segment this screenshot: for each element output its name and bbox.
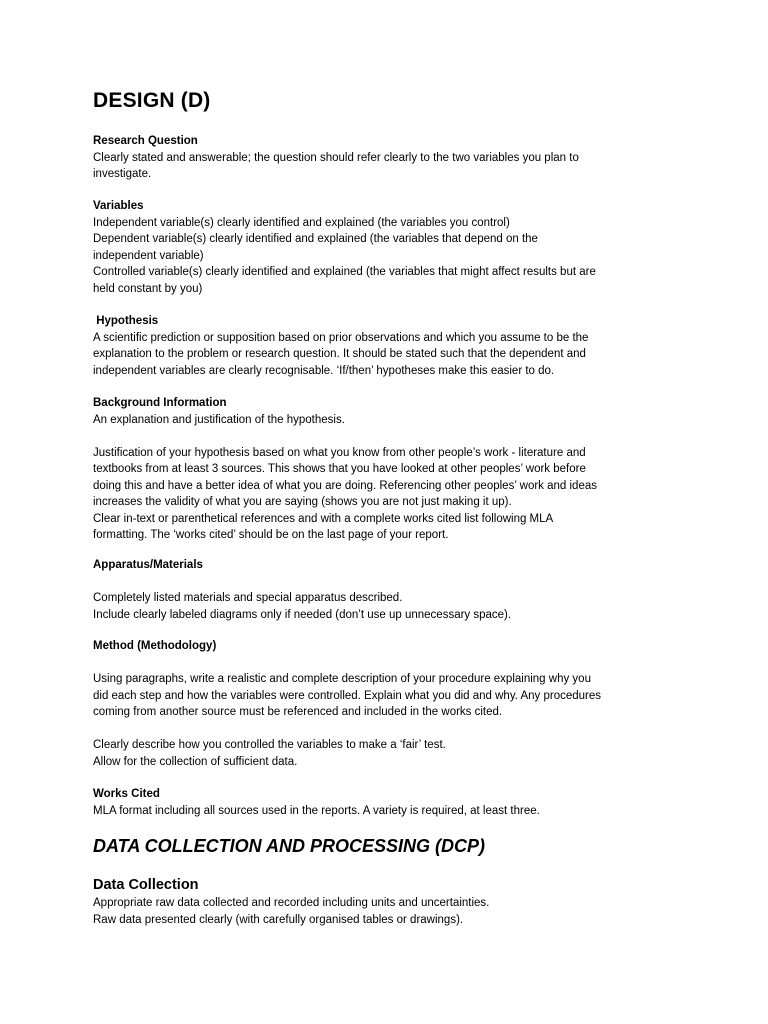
works-cited-heading: Works Cited (93, 788, 160, 800)
method-section (93, 638, 693, 770)
method-heading: Method (Methodology) (93, 640, 217, 652)
research-question-heading: Research Question (93, 135, 198, 147)
background-heading: Background Information (93, 397, 227, 409)
method-line: coming from another source must be referenced and included in the works cited. (93, 706, 503, 718)
background-line: doing this and have a better idea of what you are doing. Referencing other peoples’ work and ideas (93, 479, 597, 492)
variables-line: independent variable) (93, 249, 204, 262)
data-collection-line: Raw data presented clearly (with carefully organised tables or drawings). (93, 913, 464, 926)
hypothesis-section (93, 313, 693, 379)
research-question-line: Clearly stated and answerable; the question should refer clearly to the two variables you plan to (93, 151, 579, 164)
apparatus-line: Include clearly labeled diagrams only if needed (don’t use up unnecessary space). (93, 608, 512, 621)
variables-line: held constant by you) (93, 282, 203, 295)
hypothesis-line: explanation to the problem or research question. It should be stated such that the dependent and (93, 348, 586, 360)
variables-line: Dependent variable(s) clearly identified and explained (the variables that depend on the (93, 233, 538, 245)
background-line: increases the validity of what you are saying (shows you are not just making it up). (93, 496, 512, 508)
background-line: An explanation and justification of the hypothesis. (93, 413, 345, 426)
apparatus-heading: Apparatus/Materials (93, 559, 203, 571)
background-line: formatting. The ‘works cited’ should be on the last page of your report. (93, 529, 449, 541)
works-cited-section (93, 786, 693, 819)
hypothesis-heading: Hypothesis (93, 315, 159, 327)
works-cited-line: MLA format including all sources used in the reports. A variety is required, at least three. (93, 804, 540, 817)
variables-heading: Variables (93, 200, 144, 212)
background-section (93, 395, 693, 544)
data-collection-section (93, 875, 693, 928)
method-line: did each step and how the variables were controlled. Explain what you did and why. Any procedures (93, 689, 602, 702)
hypothesis-line: A scientific prediction or supposition based on prior observations and which you assume to be the (93, 331, 589, 344)
method-line: Clearly describe how you controlled the variables to make a ‘fair’ test. (93, 739, 446, 751)
variables-line: Controlled variable(s) clearly identified and explained (the variables that might affect results but are (93, 266, 596, 278)
background-line: Justification of your hypothesis based on what you know from other people’s work - literature and (93, 446, 586, 459)
method-line: Allow for the collection of sufficient data. (93, 755, 298, 768)
background-line: Clear in-text or parenthetical references and with a complete works cited list following MLA (93, 512, 554, 525)
research-question-section (93, 133, 693, 183)
dcp-title: DATA COLLECTION AND PROCESSING (DCP) (93, 836, 485, 856)
background-line: textbooks from at least 3 sources. This shows that you have looked at other peoples’ work before (93, 463, 586, 475)
hypothesis-line: independent variables are clearly recognisable. ‘If/then’ hypotheses make this easier to do. (93, 364, 555, 377)
research-question-line: investigate. (93, 168, 152, 180)
variables-section (93, 198, 693, 297)
data-collection-line: Appropriate raw data collected and recorded including units and uncertainties. (93, 897, 490, 909)
method-line: Using paragraphs, write a realistic and complete description of your procedure explaining why you (93, 673, 591, 685)
variables-line: Independent variable(s) clearly identified and explained (the variables you control) (93, 216, 510, 229)
apparatus-section (93, 557, 693, 623)
page-title: DESIGN (D) (93, 89, 211, 112)
data-collection-heading: Data Collection (93, 877, 199, 893)
apparatus-line: Completely listed materials and special apparatus described. (93, 592, 403, 604)
